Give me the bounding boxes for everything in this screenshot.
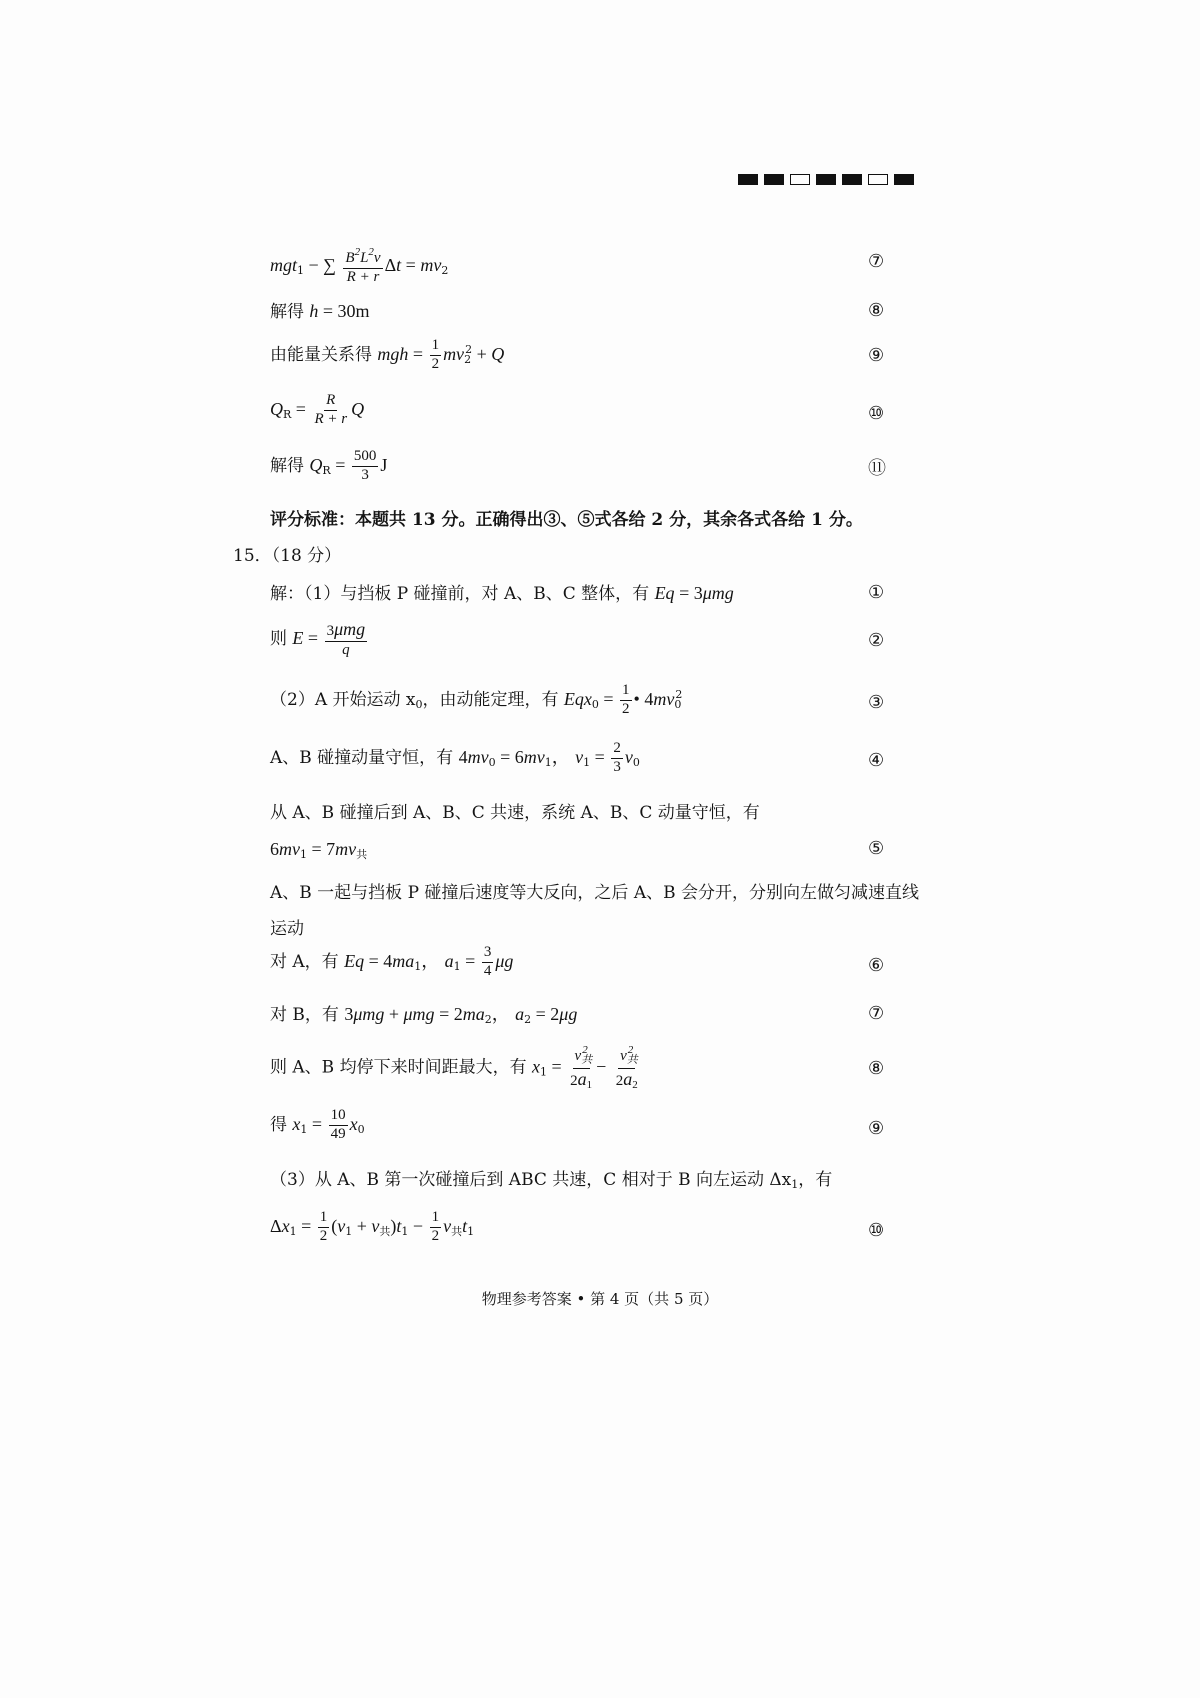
equation-label: 对 B，有 — [270, 1005, 339, 1025]
header-mark — [894, 174, 914, 185]
equation-7: mgt$_1$ − ∑ $\frac{B^2L^2v}{R + r}$ $\Delta t = mv_2$ — [270, 246, 449, 285]
equation-label: 则 — [270, 628, 287, 649]
equation-number: ① — [868, 582, 885, 603]
equation-number: ⑦ — [868, 251, 885, 272]
equation-10: $Q_R$ = $\frac{R}{R + r}$ Q — [270, 392, 365, 427]
equation-q15-1: 解：（1）与挡板 P 碰撞前，对 A、B、C 整体，有 Eq = 3μmg — [270, 583, 734, 604]
equation-8: 解得 h = 30m — [270, 301, 370, 322]
equation-label: 解得 — [270, 302, 304, 322]
header-marks — [738, 174, 914, 185]
header-mark — [738, 174, 758, 185]
equation-label: （3）从 A、B 第一次碰撞后到 ABC 共速，C 相对于 B 向左运动 Δx — [270, 1170, 792, 1190]
equation-9: 由能量关系得 mgh = $\frac{1}{2}$ $mv_2^2 + Q$ — [270, 337, 505, 372]
equation-label: 得 — [270, 1114, 287, 1135]
equation-label: （2）A 开始运动 x — [270, 689, 416, 710]
equation-number: ⑥ — [868, 955, 885, 976]
equation-q15-2: 则 E = $\frac{\text{3μmg}}{q}$ — [270, 619, 366, 658]
equation-number: ⑩ — [868, 1220, 885, 1241]
equation-number: ⑧ — [868, 1058, 885, 1079]
equation-label: 对 A，有 — [270, 951, 339, 972]
question-title: 15．（18 分） — [233, 546, 342, 566]
equation-number: ⑨ — [868, 345, 885, 366]
equation-q15-6: 对 A，有 $Eq = 4ma_1$， $a_1$ = $\frac{3}{4}$ μg — [270, 944, 514, 979]
equation-q15-9: 得 $x_1$ = $\frac{10}{49}$ $x_0$ — [270, 1107, 365, 1142]
equation-label: 解得 — [270, 455, 304, 476]
equation-q15-5: $6mv_1 = 7mv_共$ — [270, 839, 368, 861]
equation-q15-8: 则 A、B 均停下来时间距最大，有 $x_1$ = $\frac{v_共^2}{2a_1}$ − $\frac{v_共^2}{2a_2}$ — [270, 1044, 638, 1091]
equation-label: ，有 — [798, 1170, 833, 1190]
header-mark — [842, 174, 862, 185]
equation-number: ⑧ — [868, 300, 885, 321]
equation-number: ② — [868, 630, 885, 651]
equation-number: ⑩ — [868, 403, 885, 424]
header-mark — [816, 174, 836, 185]
equation-label: A、B 碰撞动量守恒，有 — [270, 747, 454, 768]
page-footer: 物理参考答案 • 第 4 页（共 5 页） — [481, 1290, 719, 1308]
grading-standard: 评分标准：本题共 13 分。正确得出③、⑤式各给 2 分，其余各式各给 1 分。 — [270, 510, 863, 530]
header-mark — [868, 174, 888, 185]
equation-q15-10: $\Delta x_1$ = $\frac{1}{2}$ $(v_1 + v_共)t_1$ − $\frac{1}{2}$ $v_共t_1$ — [270, 1209, 475, 1244]
equation-number: ④ — [868, 750, 885, 771]
equation-label: 由能量关系得 — [270, 344, 372, 365]
equation-number: ③ — [868, 692, 885, 713]
part-3-intro: （3）从 A、B 第一次碰撞后到 ABC 共速，C 相对于 B 向左运动 $\Delta x_1$，有 — [270, 1170, 833, 1191]
equation-label: ，由动能定理，有 — [422, 689, 559, 710]
equation-q15-7: 对 B，有 $3\mu mg + \mu mg = 2ma_2$， $a_2 = 2\mu g$ — [270, 1004, 578, 1026]
equation-q15-3: （2）A 开始运动 $x_0$，由动能定理，有 Eqx$_0$ = $\frac{1}{2}$ • $4mv_0^2$ — [270, 682, 683, 717]
equation-q15-4: A、B 碰撞动量守恒，有 $4mv_0 = 6mv_1$， $v_1$ = $\frac{2}{3}$ $v_0$ — [270, 740, 640, 775]
header-mark — [764, 174, 784, 185]
equation-label: 则 A、B 均停下来时间距最大，有 — [270, 1057, 527, 1078]
equation-number: ⑤ — [868, 838, 885, 859]
header-mark — [790, 174, 810, 185]
equation-number: ⑦ — [868, 1003, 885, 1024]
equation-number: ⑨ — [868, 1118, 885, 1139]
equation-label: 解：（1）与挡板 P 碰撞前，对 A、B、C 整体，有 — [270, 584, 650, 604]
equation-11: 解得 $Q_R$ = $\frac{500}{3}$ J — [270, 448, 388, 483]
equation-q15-5-text: 从 A、B 碰撞后到 A、B、C 共速，系统 A、B、C 动量守恒，有 — [270, 803, 760, 823]
equation-number: ⑪ — [868, 458, 886, 479]
explanation-paragraph: A、B 一起与挡板 P 碰撞后速度等大反向，之后 A、B 会分开，分别向左做匀减速直线运动 — [270, 883, 919, 939]
